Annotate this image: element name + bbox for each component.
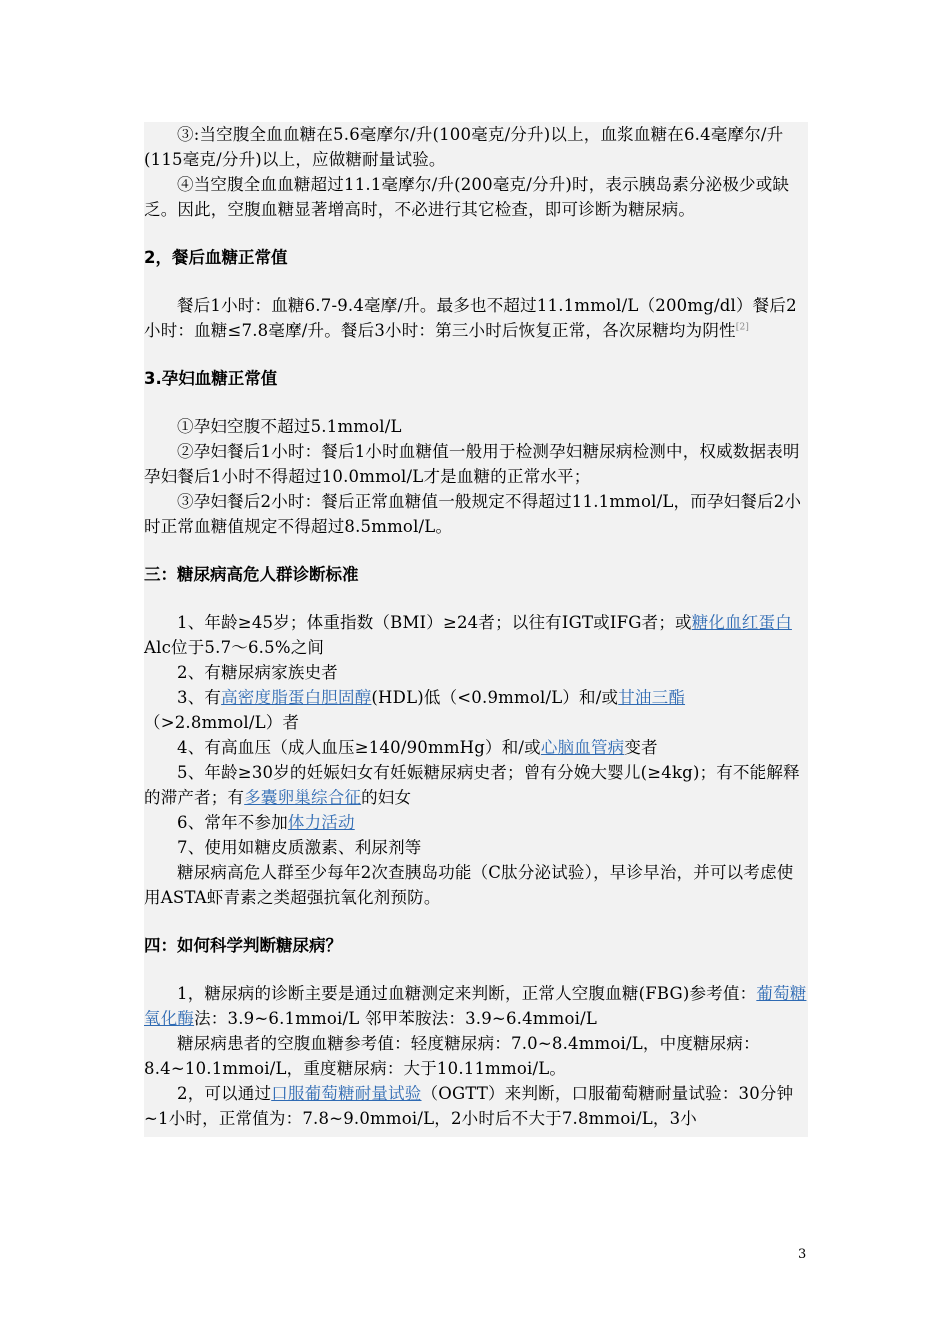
- highrisk-item-4: [144, 735, 808, 760]
- cardio-cerebrovascular-link[interactable]: 心脑血管病: [540, 738, 625, 757]
- page-number: 3: [798, 1247, 807, 1262]
- diagnose-item-3-text: 2，可以通过: [177, 1084, 272, 1103]
- diagnose-item-1-tail: 法：3.9~6.1mmoi/L 邻甲苯胺法：3.9~6.4mmoi/L: [194, 1009, 598, 1028]
- diagnose-item-1-text: 1，糖尿病的诊断主要是通过血糖测定来判断，正常人空腹血糖(FBG)参考值：: [177, 984, 757, 1003]
- highrisk-item-1-text: 1、年龄≥45岁；体重指数（BMI）≥24者；以往有IGT或IFG者；或: [177, 613, 692, 632]
- diagnose-item-1: [144, 981, 808, 1031]
- pcos-link[interactable]: 多囊卵巢综合征: [244, 788, 362, 807]
- highrisk-item-5-text: 5、年龄≥30岁的妊娠妇女有妊娠糖尿病史者；曾有分娩大婴儿(≥4kg)；有不能解释的滞产者；有: [144, 763, 800, 807]
- hdl-cholesterol-link[interactable]: 高密度脂蛋白胆固醇: [221, 688, 372, 707]
- postprandial-text-body: 餐后1小时：血糖6.7-9.4毫摩/升。最多也不超过11.1mmol/L（200mg/dl）餐后2小时：血糖≤7.8毫摩/升。餐后3小时：第三小时后恢复正常，各次尿糖均为阴性: [144, 296, 797, 340]
- postprandial-block: [144, 293, 808, 343]
- highrisk-item-5: [144, 760, 808, 810]
- highrisk-item-1-tail: Alc位于5.7～6.5%之间: [144, 638, 325, 657]
- criteria-item-3: ③:当空腹全血血糖在5.6毫摩尔/升(100毫克/分升)以上，血浆血糖在6.4毫摩尔/升(115毫克/分升)以上，应做糖耐量试验。: [144, 125, 784, 169]
- pregnant-item-2: ②孕妇餐后1小时：餐后1小时血糖值一般用于检测孕妇糖尿病检测中，权威数据表明孕妇餐后1小时不得超过10.0mmol/L才是血糖的正常水平；: [144, 442, 800, 486]
- highrisk-summary: 糖尿病高危人群至少每年2次查胰岛功能（C肽分泌试验），早诊早治，并可以考虑使用ASTA虾青素之类超强抗氧化剂预防。: [144, 863, 794, 907]
- diagnose-item-3: [144, 1081, 808, 1131]
- criteria-item-4: ④当空腹全血血糖超过11.1毫摩尔/升(200毫克/分升)时，表示胰岛素分泌极少或缺乏。因此，空腹血糖显著增高时，不必进行其它检查，即可诊断为糖尿病。: [144, 175, 790, 219]
- diagnose-block: [144, 981, 808, 1131]
- glycated-hemoglobin-link[interactable]: 糖化血红蛋白: [691, 613, 792, 632]
- diagnose-heading: 四：如何科学判断糖尿病？: [144, 936, 342, 955]
- document-page-content: [144, 122, 808, 1137]
- pregnant-heading: 3.孕妇血糖正常值: [144, 369, 278, 388]
- highrisk-item-5-tail: 的妇女: [361, 788, 412, 807]
- highrisk-item-3-text: 3、有: [177, 688, 222, 707]
- reference-marker[interactable]: [2]: [735, 322, 750, 333]
- highrisk-item-3: [144, 685, 808, 735]
- highrisk-item-6-text: 6、常年不参加: [177, 813, 288, 832]
- postprandial-text: [144, 293, 808, 343]
- highrisk-item-2: 2、有糖尿病家族史者: [177, 663, 338, 682]
- postprandial-heading: 2，餐后血糖正常值: [144, 248, 288, 267]
- diagnose-item-3-tail: （OGTT）来判断，口服葡萄糖耐量试验：30分钟~1小时，正常值为：7.8~9.0mmoi/L，2小时后不大于7.8mmoi/L，3小: [144, 1084, 794, 1128]
- highrisk-item-3-tail: （>2.8mmol/L）者: [144, 713, 300, 732]
- highrisk-item-1: [144, 610, 808, 660]
- pregnant-block: [144, 414, 808, 539]
- pregnant-item-1: ①孕妇空腹不超过5.1mmol/L: [177, 417, 402, 436]
- highrisk-heading: 三：糖尿病高危人群诊断标准: [144, 565, 359, 584]
- highrisk-item-6: [144, 810, 808, 835]
- diagnose-item-2: 糖尿病患者的空腹血糖参考值：轻度糖尿病：7.0~8.4mmoi/L，中度糖尿病：8.4~10.1mmoi/L，重度糖尿病：大于10.11mmoi/L。: [144, 1034, 760, 1078]
- ogtt-link[interactable]: 口服葡萄糖耐量试验: [271, 1084, 422, 1103]
- physical-activity-link[interactable]: 体力活动: [287, 813, 355, 832]
- highrisk-item-3-mid: (HDL)低（<0.9mmol/L）和/或: [371, 688, 619, 707]
- triglyceride-link[interactable]: 甘油三酯: [618, 688, 686, 707]
- highrisk-item-7: 7、使用如糖皮质激素、利尿剂等: [177, 838, 422, 857]
- pregnant-item-3: ③孕妇餐后2小时：餐后正常血糖值一般规定不得超过11.1mmol/L，而孕妇餐后2小时正常血糖值规定不得超过8.5mmol/L。: [144, 492, 802, 536]
- fasting-criteria-block: [144, 122, 808, 222]
- glucose-oxidase-link[interactable]: 葡萄糖氧化酶: [144, 984, 807, 1028]
- highrisk-item-4-tail: 变者: [624, 738, 658, 757]
- highrisk-item-4-text: 4、有高血压（成人血压≥140/90mmHg）和/或: [177, 738, 541, 757]
- highrisk-block: [144, 610, 808, 910]
